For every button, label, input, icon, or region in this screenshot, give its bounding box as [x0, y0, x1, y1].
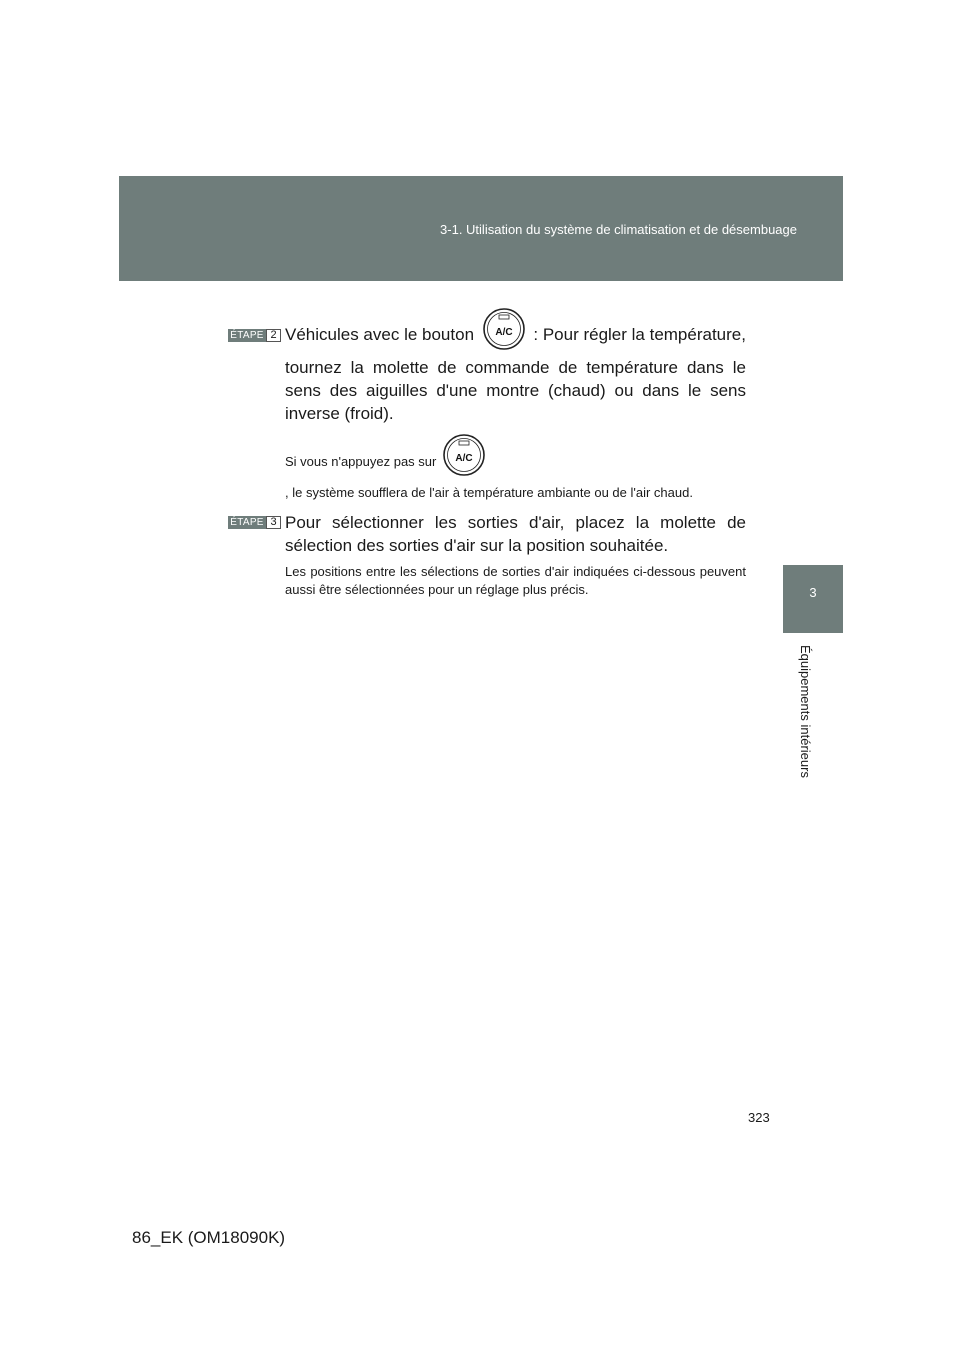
ac-icon-label: A/C [495, 327, 513, 338]
step-3-text: Pour sélectionner les sorties d'air, placez la molette de sélection des sorties d'air sur la position souhaitée. [285, 513, 746, 555]
step-2-text [285, 322, 746, 425]
ac-button-icon [442, 433, 486, 477]
step-badge-2 [228, 329, 281, 342]
section-title: 3-1. Utilisation du système de climatisation et de désembuage [440, 222, 797, 237]
step-2-note [285, 452, 746, 502]
chapter-tab [783, 565, 843, 633]
step-3-note: Les positions entre les sélections de sorties d'air indiquées ci-dessous peuvent aussi être sélectionnées pour un réglage plus précis. [285, 564, 746, 597]
step-badge-word: ÉTAPE [228, 329, 266, 342]
step-2-note-before: Si vous n'appuyez pas sur [285, 454, 437, 469]
step-badge-3 [228, 516, 281, 529]
step-2-continuation: tournez la molette de commande de température dans le sens des aiguilles d'une montre (chaud) ou dans le sens inverse (froid). [285, 358, 746, 423]
document-code: 86_EK (OM18090K) [132, 1228, 286, 1247]
step-badge-number: 3 [266, 516, 281, 529]
page-number: 323 [748, 1110, 770, 1125]
step-2-note-after: , le système soufflera de l'air à température ambiante ou de l'air chaud. [285, 485, 693, 500]
header-band [119, 176, 843, 281]
chapter-number: 3 [809, 585, 817, 600]
step-badge-word: ÉTAPE [228, 516, 266, 529]
ac-icon-label: A/C [455, 453, 473, 464]
step-2-text-after: : Pour régler la température, [533, 324, 746, 344]
step-badge-number: 2 [266, 329, 281, 342]
step-2-text-before: Véhicules avec le bouton [285, 324, 475, 344]
chapter-label: Équipements intérieurs [798, 645, 813, 778]
ac-button-icon [482, 307, 526, 351]
